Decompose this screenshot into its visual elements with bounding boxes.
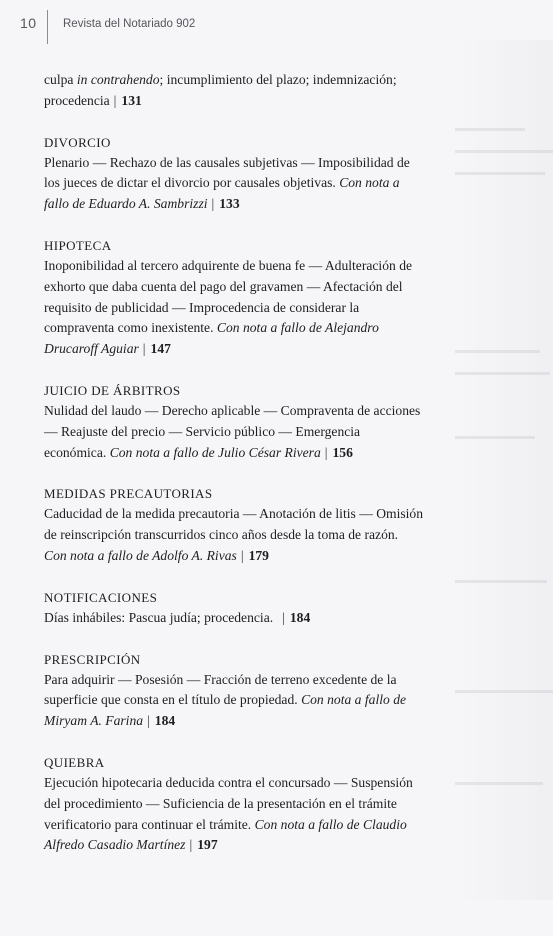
header-divider	[47, 10, 48, 44]
index-entry	[44, 484, 424, 566]
page-separator: |	[142, 341, 146, 357]
page-separator: |	[113, 92, 117, 108]
page-separator: |	[189, 837, 193, 853]
index-entry	[44, 381, 424, 463]
bleed-line	[455, 436, 535, 439]
entry-text: Caducidad de la medida precautoria — Anotación de litis — Omisión de reinscripción transcurridos cinco años desde la toma de razón.	[44, 506, 424, 543]
page-reference: 131	[121, 92, 142, 108]
entry-text: Plenario — Rechazo de las causales subjetivas — Imposibilidad de los jueces de dictar el divorcio por causales objetivas.	[44, 154, 410, 191]
entry-italic-text: Con nota a fallo de Alejandro Drucaroff Aguiar	[44, 320, 379, 357]
entry-text: Ejecución hipotecaria deducida contra el concursado — Suspensión del procedimiento — Suficiencia de la presentación en el trámite verificatorio para continuar el trámite.	[44, 774, 413, 832]
page-separator: |	[240, 547, 244, 563]
index-entry	[44, 70, 424, 112]
entry-italic-text: Con nota a fallo de Miryam A. Farina	[44, 692, 407, 729]
bleed-line	[455, 782, 543, 785]
entry-heading: DIVORCIO	[44, 134, 111, 150]
entry-body	[44, 670, 424, 732]
entry-body	[44, 773, 424, 856]
index-entry	[44, 133, 424, 215]
entry-italic-text: in contrahendo	[76, 72, 160, 87]
page-reference: 184	[289, 609, 311, 625]
page-separator: |	[324, 444, 328, 460]
page-number: 10	[20, 15, 37, 31]
page-reference: 184	[154, 713, 176, 729]
entry-text: Nulidad del laudo — Derecho aplicable — Compraventa de acciones — Reajuste del precio — Servicio público — Emergencia económica.	[44, 402, 421, 460]
index-list	[44, 70, 424, 877]
bleed-line	[455, 350, 540, 353]
entry-italic-text: Con nota a fallo de Julio César Rivera	[109, 444, 321, 460]
entry-text: Días inhábiles: Pascua judía; procedencia.	[44, 609, 274, 625]
entry-heading: JUICIO DE ÁRBITROS	[44, 382, 181, 398]
entry-italic-text: Con nota a fallo de Eduardo A. Sambrizzi	[44, 175, 400, 212]
entry-heading: QUIEBRA	[44, 754, 105, 770]
entry-text: Inoponibilidad al tercero adquirente de buena fe — Adulteración de exhorto que daba cuenta del pago del gravamen — Afectación del requisito de publicidad — Improcedencia de considerar la compraventa como inexistente.	[44, 257, 413, 336]
index-entry	[44, 236, 424, 360]
entry-body	[44, 504, 424, 566]
entry-body	[44, 153, 424, 215]
page-reference: 147	[150, 341, 171, 357]
page-reference: 197	[197, 837, 218, 853]
index-entry	[44, 650, 424, 732]
bleed-line	[455, 690, 553, 693]
index-entry	[44, 588, 424, 629]
page-separator: |	[282, 609, 285, 625]
page-reference: 179	[248, 547, 269, 563]
entry-text: Para adquirir — Posesión — Fracción de terreno excedente de la superficie que consta en el título de propiedad.	[44, 671, 397, 708]
entry-italic-text: Con nota a fallo de Claudio Alfredo Casadio Martínez	[44, 816, 407, 853]
journal-title: Revista del Notariado 902	[63, 18, 196, 30]
entry-body	[44, 401, 424, 463]
entry-italic-text: Con nota a fallo de Adolfo A. Rivas	[44, 547, 237, 563]
index-entry	[44, 753, 424, 856]
entry-body	[44, 608, 424, 629]
facing-page-bleed	[455, 40, 553, 900]
bleed-line	[455, 580, 547, 583]
bleed-line	[455, 128, 525, 131]
page-reference: 156	[332, 444, 353, 460]
entry-heading: HIPOTECA	[44, 237, 112, 253]
entry-body	[44, 70, 424, 112]
page-separator: |	[211, 196, 215, 212]
page-reference: 133	[219, 196, 240, 212]
entry-heading: NOTIFICACIONES	[44, 589, 158, 605]
bleed-line	[455, 172, 545, 175]
entry-text-continued: ; incumplimiento del plazo; indemnización; procedencia	[44, 72, 397, 108]
entry-text: culpa	[44, 72, 77, 87]
page-header	[0, 0, 553, 44]
bleed-line	[455, 372, 550, 375]
entry-heading: MEDIDAS PRECAUTORIAS	[44, 486, 213, 502]
entry-heading: PRESCRIPCIÓN	[44, 651, 141, 667]
entry-body	[44, 256, 424, 360]
bleed-line	[455, 150, 553, 153]
page-separator: |	[147, 713, 150, 729]
